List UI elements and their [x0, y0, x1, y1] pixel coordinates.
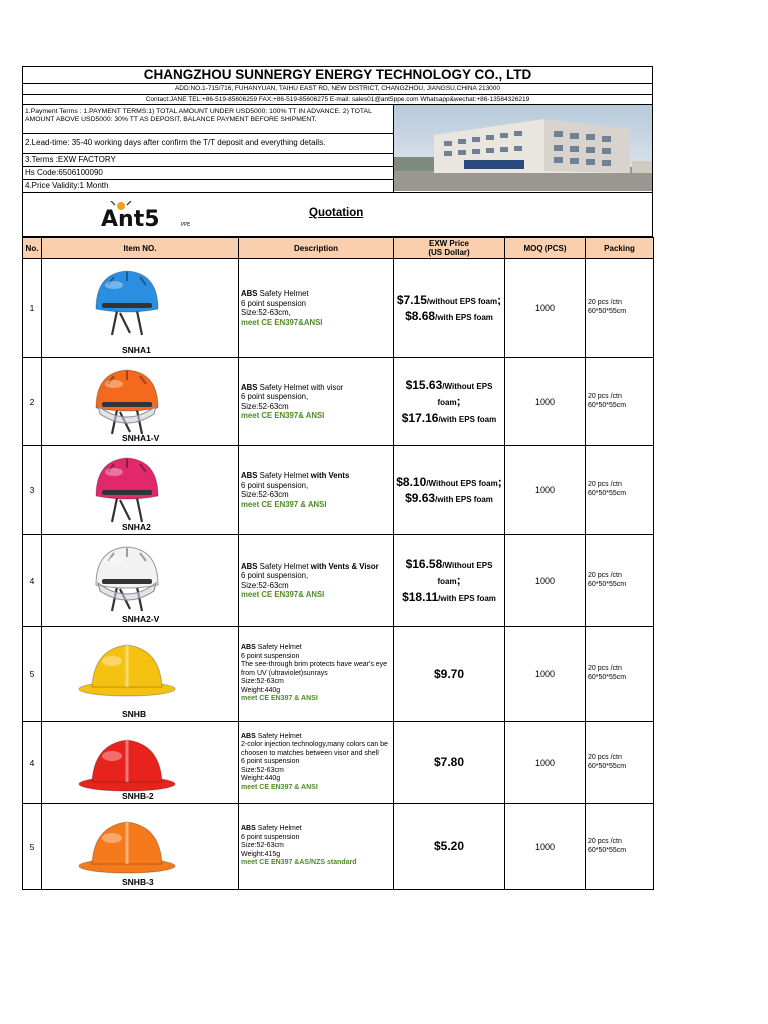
table-row [23, 446, 654, 535]
packing-size: 60*50*55cm [588, 401, 627, 409]
item-cell [42, 259, 239, 358]
row-number: 5 [23, 627, 42, 722]
desc-material: ABS [241, 561, 258, 571]
desc-material: ABS [241, 289, 258, 298]
helmet-image [72, 631, 182, 711]
desc-material: ABS [241, 644, 256, 652]
desc-line: Size:52-63cm [241, 580, 289, 590]
moq-cell: 1000 [505, 535, 586, 627]
item-code: SNHA1 [122, 345, 151, 355]
packing-qty: 20 pcs /ctn [588, 665, 622, 673]
desc-line: Size:52-63cm [241, 401, 289, 411]
desc-product: Safety Helmet [257, 471, 311, 480]
price-validity: 4.Price Validity:1 Month [25, 181, 109, 190]
price-cell [394, 259, 505, 358]
row-number: 1 [23, 259, 42, 358]
moq-cell: 1000 [505, 627, 586, 722]
desc-line: 6 point suspension, [241, 392, 309, 401]
item-code: SNHB-3 [122, 877, 154, 887]
helmet-image [72, 362, 182, 442]
helmet-image [72, 450, 182, 530]
price-value: $8.68 [405, 309, 436, 323]
packing-cell [586, 446, 654, 535]
item-code: SNHB [122, 709, 147, 719]
desc-product: Safety Helmet [255, 732, 302, 740]
col-moq: MOQ (PCS) [505, 238, 586, 259]
price-separator: ; [456, 573, 461, 588]
price-separator: ; [456, 394, 461, 409]
table-row [23, 722, 654, 804]
price-note: /with EPS foam [435, 313, 493, 322]
desc-title [241, 471, 391, 481]
desc-standard: meet CE EN397 & ANSI [241, 499, 327, 509]
price-value: $5.20 [433, 839, 465, 854]
price-note: /without EPS foam [426, 296, 498, 306]
packing-qty: 20 pcs /ctn [588, 392, 622, 400]
col-price-line2: (US Dollar) [428, 248, 470, 257]
description-cell [239, 627, 394, 722]
item-cell [42, 446, 239, 535]
price-without-eps [394, 292, 504, 308]
helmet-image [72, 263, 182, 343]
packing-qty: 20 pcs /ctn [588, 299, 622, 307]
price-with-eps [394, 410, 504, 426]
packing-qty: 20 pcs /ctn [588, 571, 622, 579]
price-value: $9.70 [433, 666, 465, 681]
desc-product: Safety Helmet with visor [257, 382, 344, 392]
item-cell [42, 535, 239, 627]
price-with-eps [394, 589, 504, 605]
packing-size: 60*50*55cm [588, 490, 627, 497]
desc-feature: with Vents & Visor [310, 561, 379, 571]
packing-qty: 20 pcs /ctn [588, 481, 622, 489]
price-without-eps [394, 556, 504, 588]
packing-cell [586, 358, 654, 446]
price-value: $7.15 [396, 292, 427, 307]
desc-title [241, 289, 391, 299]
price-value: $18.11 [402, 589, 439, 604]
price-value: $9.63 [405, 491, 436, 505]
price-note: /with EPS foam [438, 414, 497, 424]
price-note: /Without EPS foam [437, 561, 493, 587]
desc-product: Safety Helmet [257, 289, 309, 298]
lead-time: 2.Lead-time: 35-40 working days after confirm the T/T deposit and everything details. [23, 134, 393, 154]
desc-standard: meet CE EN397 &AS/NZS standard [241, 859, 357, 867]
quotation-sheet [22, 66, 653, 890]
price-note: /Without EPS foam [437, 382, 493, 408]
desc-standard: meet CE EN397 & ANSI [241, 783, 318, 791]
row-number: 3 [23, 446, 42, 535]
desc-line: Size:52-63cm [241, 678, 284, 686]
payment-terms: 1.Payment Terms : 1.PAYMENT TERMS:1) TOTAL AMOUNT UNDER USD5000: 100% TT IN ADVANCE. 2) TOTAL AMOUNT ABOVE USD5000: 30% TT AS DEPOSIT, BALANCE PAYMENT BEFORE SHIPMENT. [23, 105, 393, 134]
desc-standard: meet CE EN397 & ANSI [241, 695, 318, 703]
table-row [23, 535, 654, 627]
item-cell [42, 627, 239, 722]
packing-size: 60*50*55cm [588, 308, 627, 315]
logo-text: Ant5 [101, 207, 160, 229]
desc-standard: meet CE EN397& ANSI [241, 590, 325, 599]
description-cell [239, 446, 394, 535]
packing-size: 60*50*55cm [588, 846, 627, 854]
price-note: /with EPS foam [438, 593, 496, 603]
desc-standard: meet CE EN397&ANSI [241, 317, 323, 327]
packing-cell [586, 627, 654, 722]
moq-cell: 1000 [505, 259, 586, 358]
factory-building-image [394, 105, 652, 191]
desc-line: Size:52-63cm, [241, 308, 291, 317]
price-note: /with EPS foam [435, 495, 493, 504]
desc-product: Safety Helmet [255, 644, 302, 652]
desc-line: 6 point suspension [241, 758, 300, 766]
desc-line: 6 point suspension [241, 652, 300, 660]
packing-cell [586, 259, 654, 358]
moq-cell: 1000 [505, 446, 586, 535]
description-cell [239, 259, 394, 358]
desc-line: The see-through brim protects have wear's eye from UV (ultraviolet)sunrays [241, 661, 388, 677]
packing-cell [586, 804, 654, 890]
factory-photo [394, 105, 652, 192]
desc-line: Weight:440g [241, 775, 281, 783]
moq-cell: 1000 [505, 358, 586, 446]
company-contact: Contact:JANE TEL:+86-519-85606259 FAX:+86-519-85606275 E-mail: sales01@ant5ppe.com Whatsapp&wechat:+86-13584326219 [22, 94, 653, 105]
desc-title [241, 733, 391, 742]
desc-line: Weight:440g [241, 686, 281, 694]
desc-title [241, 825, 391, 834]
description-cell [239, 358, 394, 446]
price-with-eps [394, 308, 504, 324]
price-value: $16.58 [405, 557, 443, 572]
price-cell [394, 535, 505, 627]
helmet-image [72, 539, 182, 619]
price-cell [394, 446, 505, 535]
desc-material: ABS [241, 382, 258, 392]
item-code: SNHB-2 [122, 791, 154, 801]
moq-cell: 1000 [505, 722, 586, 804]
row-number: 5 [23, 804, 42, 890]
description-cell [239, 804, 394, 890]
price-value: $17.16 [401, 410, 439, 425]
price-value: $15.63 [405, 378, 443, 393]
packing-cell [586, 722, 654, 804]
price-cell [394, 804, 505, 890]
row-number: 2 [23, 358, 42, 446]
packing-size: 60*50*55cm [588, 762, 627, 770]
table-row [23, 627, 654, 722]
desc-line: Size:52-63cm [241, 490, 289, 499]
desc-line: 6 point suspension, [241, 571, 309, 580]
desc-line: 6 point suspension [241, 833, 300, 841]
company-address: ADD:NO.1-715/716, FUHANYUAN, TAIHU EAST RD, NEW DISTRICT, CHANGZHOU, JIANGSU,CHINA 213000 [22, 83, 653, 94]
item-cell [42, 358, 239, 446]
logo-sub-text: PPE [181, 222, 191, 228]
item-code: SNHA2 [122, 522, 151, 532]
price-with-eps [394, 490, 504, 506]
quotation-banner [22, 193, 653, 237]
packing-size: 60*50*55cm [588, 580, 627, 588]
desc-product: Safety Helmet [255, 825, 302, 833]
table-row [23, 804, 654, 890]
price-without-eps [394, 474, 504, 490]
description-cell [239, 722, 394, 804]
desc-line: Size:52-63cm [241, 842, 284, 850]
packing-size: 60*50*55cm [588, 674, 627, 681]
price-separator: ; [497, 292, 502, 307]
price-cell [394, 358, 505, 446]
desc-title [241, 644, 391, 653]
table-row [23, 358, 654, 446]
price-cell [394, 722, 505, 804]
price-value: $8.10 [396, 474, 427, 489]
terms-list [23, 105, 394, 192]
desc-product: Safety Helmet [257, 561, 311, 571]
price-without-eps [394, 377, 504, 409]
desc-material: ABS [241, 471, 258, 480]
packing-qty: 20 pcs /ctn [588, 753, 622, 761]
col-no: No. [23, 238, 42, 259]
description-cell [239, 535, 394, 627]
packing-cell [586, 535, 654, 627]
item-code: SNHA1-V [122, 433, 160, 443]
desc-material: ABS [241, 732, 256, 740]
desc-title [241, 562, 391, 572]
terms-section [22, 105, 653, 193]
desc-standard: meet CE EN397& ANSI [241, 411, 325, 420]
price-note: /Without EPS foam [426, 478, 498, 488]
row-number: 4 [23, 722, 42, 804]
desc-line: 6 point suspension [241, 298, 307, 308]
desc-feature: with Vents [310, 471, 350, 480]
item-cell [42, 722, 239, 804]
product-table [22, 237, 654, 890]
price-cell [394, 627, 505, 722]
ant5-logo [101, 201, 201, 229]
price-separator: ; [497, 474, 502, 489]
desc-line: 6 point suspension, [241, 480, 309, 490]
table-row [23, 259, 654, 358]
col-price [394, 238, 505, 259]
desc-line: Size:52-63cm [241, 766, 284, 774]
table-header-row [23, 238, 654, 259]
delivery-terms: 3.Terms :EXW FACTORY [23, 154, 393, 167]
desc-line: Weight:415g [241, 850, 281, 858]
row-number: 4 [23, 535, 42, 627]
quotation-title: Quotation [309, 207, 364, 219]
col-packing: Packing [586, 238, 654, 259]
col-price-line1: EXW Price [428, 239, 469, 248]
desc-title [241, 383, 391, 393]
packing-qty: 20 pcs /ctn [588, 837, 622, 845]
helmet-image [72, 808, 182, 888]
item-code: SNHA2-V [122, 614, 160, 624]
desc-line: 2-color injection technology,many colors can be choosen to matches between visor and shell [241, 741, 388, 757]
company-name: CHANGZHOU SUNNERGY ENERGY TECHNOLOGY CO., LTD [22, 66, 653, 83]
item-cell [42, 804, 239, 890]
price-value: $7.80 [433, 755, 465, 770]
moq-cell: 1000 [505, 804, 586, 890]
desc-material: ABS [241, 825, 256, 833]
hs-code: Hs Code:6506100090 [23, 167, 393, 180]
col-desc: Description [239, 238, 394, 259]
col-item: Item NO. [42, 238, 239, 259]
